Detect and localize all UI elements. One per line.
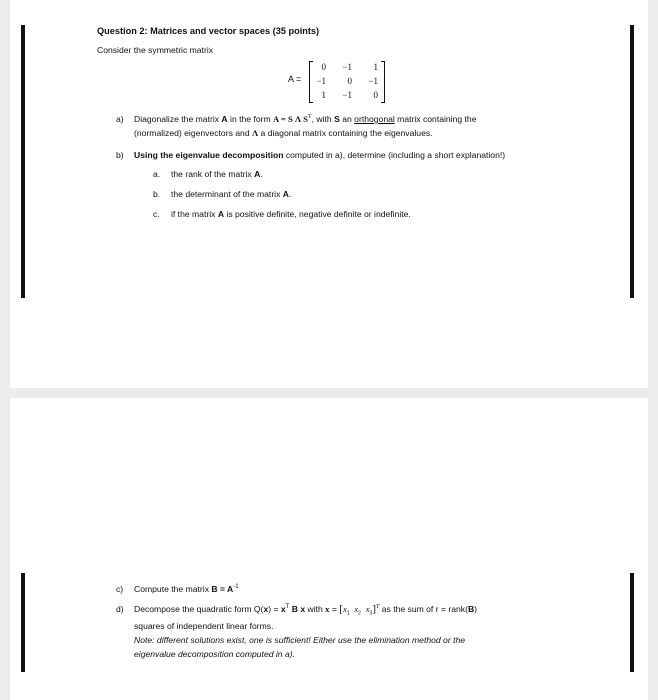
matrix-cell: 1 [373, 62, 378, 72]
right-margin-bar [630, 25, 634, 298]
part-a-marker: a) [116, 114, 124, 124]
right-bracket [381, 61, 385, 103]
part-d-note-2: eigenvalue decomposition computed in a). [134, 649, 295, 659]
part-b-text: Using the eigenvalue decomposition computed in a), determine (including a short explanation!) [134, 150, 506, 160]
matrix-cell: −1 [342, 90, 352, 100]
part-c-marker: c) [116, 584, 124, 594]
left-margin-bar [21, 573, 25, 672]
part-a-line-2: (normalized) eigenvectors and Λ a diagonal matrix containing the eigenvalues. [134, 128, 433, 138]
matrix-cell: −1 [316, 76, 326, 86]
part-b-item: the determinant of the matrix A. [171, 189, 292, 199]
part-b-item: the rank of the matrix A. [171, 169, 263, 179]
matrix-cell: 1 [321, 90, 326, 100]
matrix-label: A = [288, 74, 302, 84]
intro-text: Consider the symmetric matrix [97, 45, 214, 55]
part-d-line-2: squares of independent linear forms. [134, 621, 274, 631]
part-c-text: Compute the matrix $B = A^{-1}$ [134, 584, 239, 594]
matrix-cell: −1 [368, 76, 378, 86]
part-b-item: if the matrix A is positive definite, negative definite or indefinite. [171, 209, 411, 219]
question-title: Question 2: Matrices and vector spaces (35 points) [97, 26, 320, 36]
part-b-marker: b) [116, 150, 124, 160]
part-b-item-marker: b. [153, 189, 161, 199]
matrix-cell: 0 [347, 76, 352, 86]
left-margin-bar [21, 25, 25, 298]
part-b-item-marker: a. [153, 169, 161, 179]
part-d-note-1: Note: different solutions exist, one is sufficient! Either use the elimination method or the [134, 635, 466, 645]
document-page-1 [10, 0, 648, 388]
matrix-cell: 0 [321, 62, 326, 72]
document-page-2 [10, 398, 648, 700]
part-d-marker: d) [116, 604, 124, 614]
part-b-item-marker: c. [153, 209, 160, 219]
right-margin-bar [630, 573, 634, 672]
matrix-cell: 0 [373, 90, 378, 100]
matrix-cell: −1 [342, 62, 352, 72]
part-d-line-1: Decompose the quadratic form $Q(x) = x^T$ B x with $x = [x_1$ $x_2$ $x_3]^T$ as the sum of r = rank(B) [134, 603, 478, 617]
part-a-line-1: Diagonalize the matrix A in the form A = S Λ $S^T$, with S an orthogonal matrix containing the [134, 114, 477, 124]
